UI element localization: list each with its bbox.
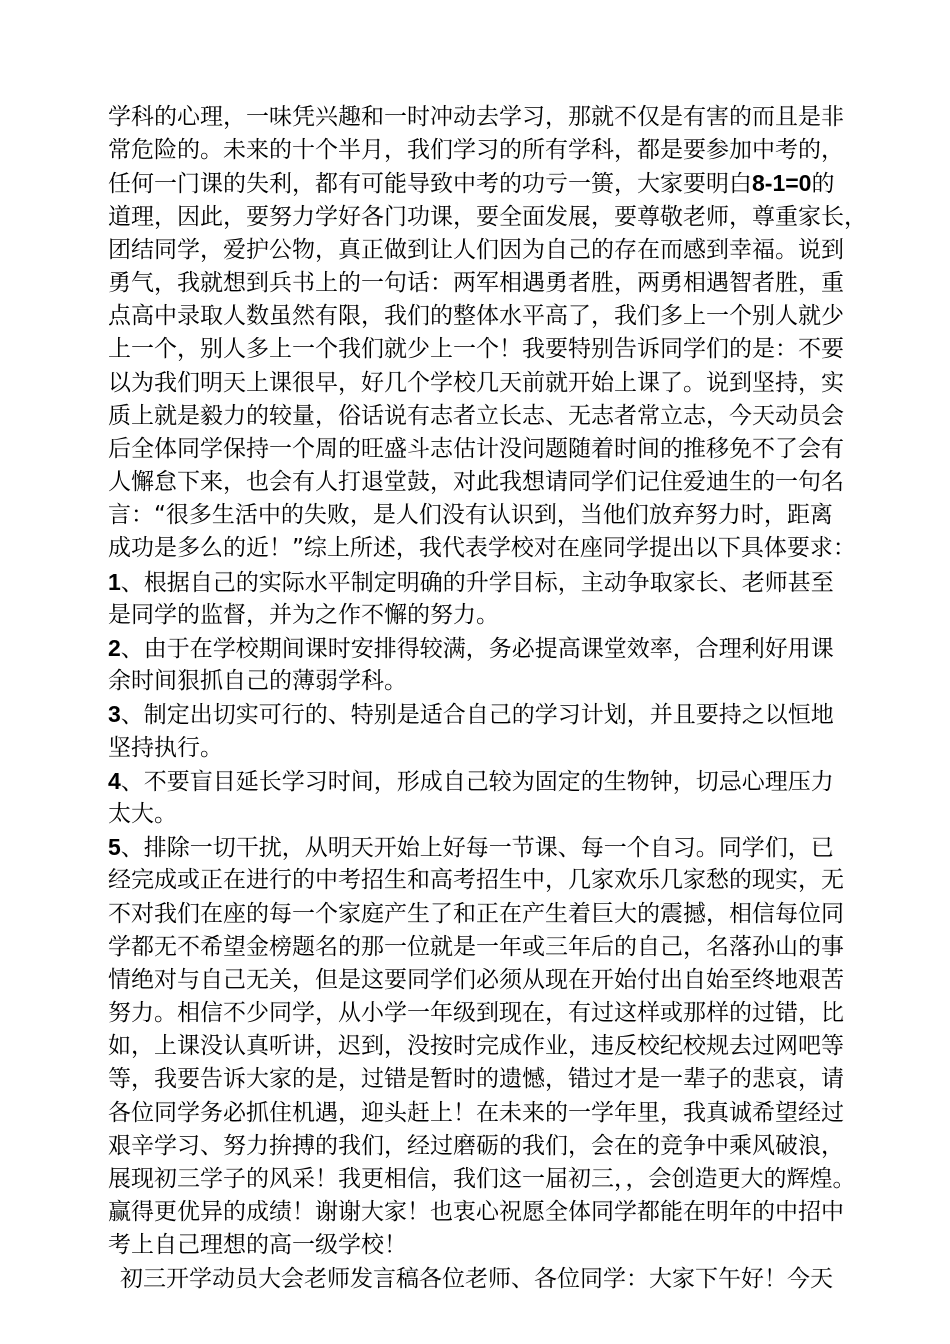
text-line: [108, 1163, 888, 1196]
line-text: 质上就是毅力的较量，俗话说有志者立长志、无志者常立志，今天动员会: [108, 402, 844, 429]
line-text: 学都无不希望金榜题名的那一位就是一年或三年后的自己，名落孙山的事: [108, 933, 844, 960]
line-text: 展现初三学子的风采！我更相信，我们这一届初三，，会创造更大的辉煌。: [108, 1166, 856, 1192]
text-line: [108, 665, 888, 698]
line-text: 各位同学务必抓住机遇，迎头赶上！在未来的一学年里，我真诚希望经过: [108, 1099, 844, 1126]
text-line: [108, 732, 888, 765]
text-line: [108, 167, 888, 200]
line-text: 情绝对与自己无关，但是这要同学们必须从现在开始付出自始至终地艰苦: [108, 966, 844, 993]
text-line: [108, 1130, 888, 1163]
line-text: 、不要盲目延长学习时间，形成自己较为固定的生物钟，切忌心理压力: [120, 768, 834, 795]
text-line: [108, 1196, 888, 1229]
line-text: 不对我们在座的每一个家庭产生了和正在产生着巨大的震撼，相信每位同: [108, 900, 844, 927]
line-text: 上一个，别人多上一个我们就少上一个！我要特别告诉同学们的是：不要: [108, 336, 844, 363]
line-text: 如，上课没认真听讲，迟到，没按时完成作业，违反校纪校规去过网吧等: [108, 1033, 844, 1060]
text-line: [108, 1063, 888, 1096]
text-line: [108, 898, 888, 931]
title-line: [108, 1263, 888, 1296]
text-line: [108, 201, 888, 234]
line-text: 言：“很多生活中的失败，是人们没有认识到，当他们放弃努力时，距离: [108, 502, 833, 529]
line-text: 、制定出切实可行的、特别是适合自己的学习计划，并且要持之以恒地: [120, 702, 834, 729]
line-text: 勇气，我就想到兵书上的一句话：两军相遇勇者胜，两勇相遇智者胜，重: [108, 269, 844, 296]
text-line: [108, 101, 888, 134]
line-text: 人懈怠下来，也会有人打退堂鼓，对此我想请同学们记住爱迪生的一句名: [108, 469, 844, 496]
text-line: [108, 997, 888, 1030]
line-text: 是同学的监督，并为之作不懈的努力。: [108, 601, 499, 628]
requirement-item: [108, 831, 888, 864]
text-line: [108, 931, 888, 964]
text-line: [108, 599, 888, 632]
line-text: 艰辛学习、努力拚搏的我们，经过磨砺的我们，会在的竞争中乘风破浪，: [108, 1132, 844, 1159]
line-text: 的: [811, 171, 835, 198]
text-line: [108, 433, 888, 466]
text-line: [108, 267, 888, 300]
line-text: 后全体同学保持一个周的旺盛斗志估计没问题随着时间的推移免不了会有: [108, 435, 844, 462]
line-text: 、根据自己的实际水平制定明确的升学目标，主动争取家长、老师甚至: [120, 569, 834, 596]
line-text: 以为我们明天上课很早，好几个学校几天前就开始上课了。说到坚持，实: [108, 369, 844, 396]
text-line: [108, 466, 888, 499]
line-text: 经完成或正在进行的中考招生和高考招生中，几家欢乐几家愁的现实，无: [108, 867, 844, 894]
line-text: 点高中录取人数虽然有限，我们的整体水平高了，我们多上一个别人就少: [108, 303, 844, 330]
text-line: [108, 1229, 888, 1262]
requirement-item: [108, 566, 888, 599]
requirement-item: [108, 765, 888, 798]
line-text: 团结同学，爱护公物，真正做到让人们因为自己的存在而感到幸福。说到: [108, 236, 844, 263]
line-text: 学科的心理，一味凭兴趣和一时冲动去学习，那就不仅是有害的而且是非: [108, 104, 844, 130]
text-line: [108, 1030, 888, 1063]
line-text: 余时间狠抓自己的薄弱学科。: [108, 668, 407, 695]
line-text: 坚持执行。: [108, 734, 223, 761]
line-text: 常危险的。未来的十个半月，我们学习的所有学科，都是要参加中考的，: [108, 137, 844, 164]
text-line: [108, 234, 888, 267]
item-number: 5: [108, 834, 121, 861]
text-line: [108, 400, 888, 433]
text-line: [108, 1097, 888, 1130]
line-text: 赢得更优异的成绩！谢谢大家！也衷心祝愿全体同学都能在明年的中招中: [108, 1199, 844, 1226]
item-number: 3: [108, 701, 121, 728]
text-line: [108, 367, 888, 400]
text-line: [108, 300, 888, 333]
text-line: [108, 964, 888, 997]
text-line: [108, 798, 888, 831]
line-text: 初三开学动员大会老师发言稿各位老师、各位同学：大家下午好！今天: [120, 1265, 833, 1292]
requirement-item: [108, 698, 888, 731]
speech-text: [108, 101, 888, 1296]
formula-text: 8-1=0: [752, 170, 812, 197]
item-number: 2: [108, 635, 121, 661]
text-line: [108, 333, 888, 366]
line-text: 努力。相信不少同学，从小学一年级到现在，有过这样或那样的过错，比: [108, 1000, 844, 1027]
line-text: 考上自己理想的高一级学校！: [108, 1232, 407, 1259]
requirement-item: [108, 632, 888, 665]
line-text: 、由于在学校期间课时安排得较满，务必提高课堂效率，合理利好用课: [120, 636, 834, 662]
line-text: 任何一门课的失利，都有可能导致中考的功亏一篑，大家要明白: [108, 171, 752, 198]
line-text: 成功是多么的近！”综上所述，我代表学校对在座同学提出以下具体要求：: [108, 535, 856, 562]
line-text: 太大。: [108, 800, 177, 827]
item-number: 4: [108, 767, 121, 794]
text-line: [108, 134, 888, 167]
text-line: [108, 864, 888, 897]
line-text: 等，我要告诉大家的是，过错是暂时的遗憾，错过才是一辈子的悲哀，请: [108, 1066, 844, 1093]
text-line: [108, 532, 888, 565]
item-number: 1: [108, 568, 121, 595]
text-line: [108, 499, 888, 532]
line-text: 道理，因此，要努力学好各门功课，要全面发展，要尊敬老师，尊重家长，: [108, 203, 867, 230]
line-text: 、排除一切干扰，从明天开始上好每一节课、每一个自习。同学们，已: [120, 835, 834, 862]
